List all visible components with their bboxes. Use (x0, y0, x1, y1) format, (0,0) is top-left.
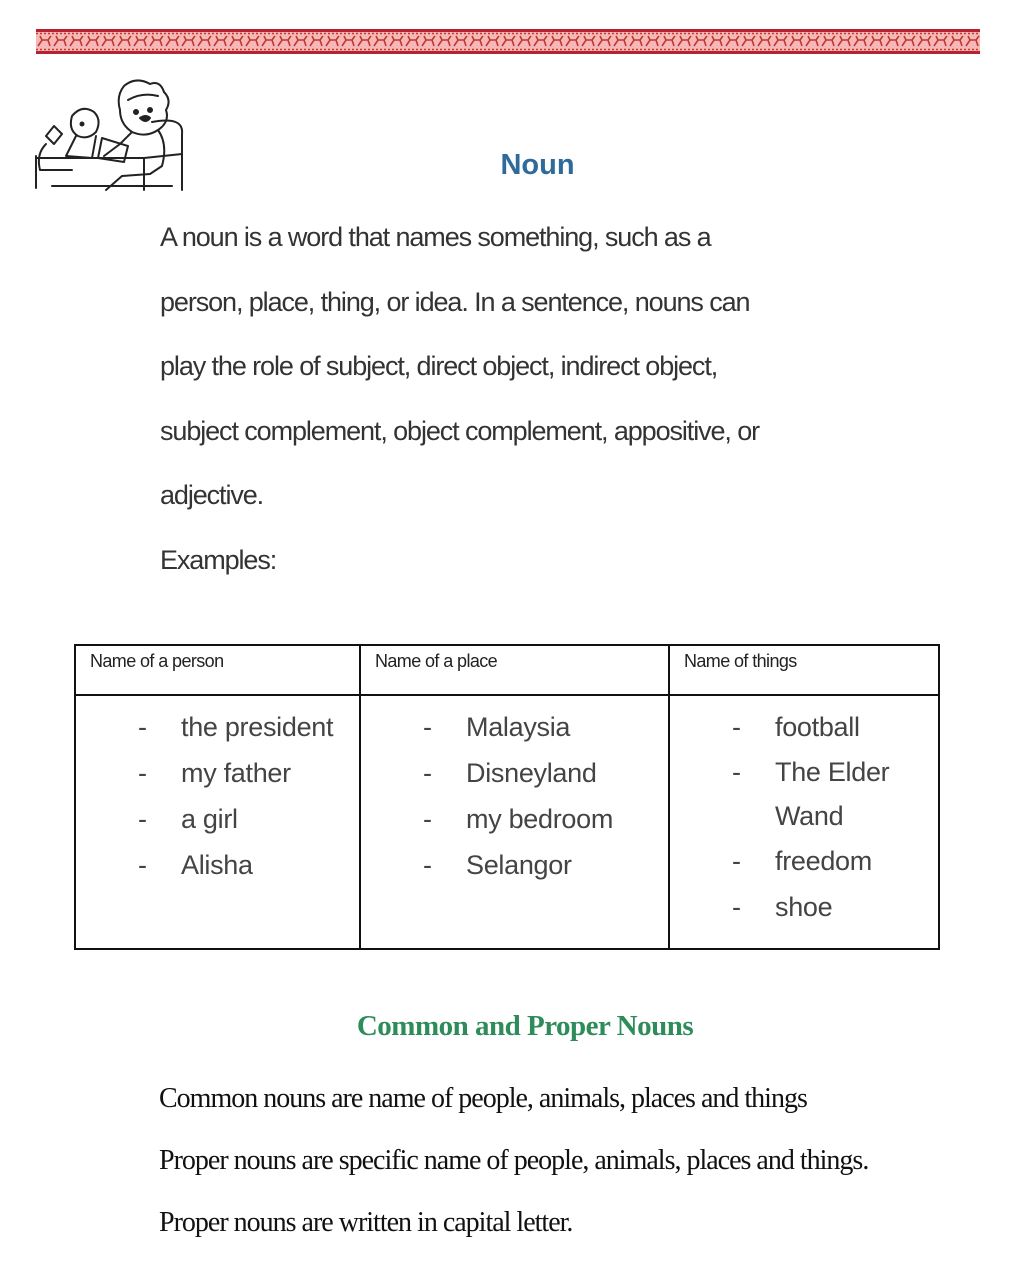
list-item: - Disneyland (361, 750, 668, 796)
reindeer-motif-icon (934, 36, 947, 46)
definition-common: Common nouns are name of people, animals, places and things (159, 1083, 807, 1114)
table-row (75, 695, 939, 949)
reindeer-motif-icon (886, 36, 899, 46)
dash-bullet: - (138, 804, 147, 834)
reindeer-motif-icon (726, 36, 739, 46)
common-proper-definitions (159, 1068, 1019, 1254)
list-item: - my bedroom (361, 796, 668, 842)
reindeer-motif-icon (502, 36, 515, 46)
reindeer-motif-icon (918, 36, 931, 46)
list-item: - football (670, 704, 938, 750)
noun-definition (160, 205, 880, 528)
reindeer-motif-icon (326, 36, 339, 46)
reindeer-motif-icon (358, 36, 371, 46)
section-subtitle: Common and Proper Nouns (356, 1010, 694, 1042)
reindeer-motif-icon (950, 36, 963, 46)
reindeer-motif-icon (454, 36, 467, 46)
reindeer-motif-icon (758, 36, 771, 46)
definition-line: person, place, thing, or idea. In a sentence, nouns can (160, 286, 750, 317)
definition-capital: Proper nouns are written in capital letter. (159, 1207, 573, 1238)
reindeer-motif-icon (182, 36, 195, 46)
definition-proper: Proper nouns are specific name of people, animals, places and things. (159, 1145, 869, 1176)
page-title: Noun (500, 149, 575, 181)
reindeer-motif-icon (678, 36, 691, 46)
reindeer-motif-icon (598, 36, 611, 46)
reindeer-motif-icon (854, 36, 867, 46)
reindeer-motif-icon (438, 36, 451, 46)
reindeer-motif-icon (198, 36, 211, 46)
list-item: - Selangor (361, 842, 668, 888)
reindeer-motif-icon (646, 36, 659, 46)
reindeer-motif-icon (902, 36, 915, 46)
reindeer-motif-icon (710, 36, 723, 46)
reindeer-motif-icon (550, 36, 563, 46)
definition-line: adjective. (160, 480, 264, 510)
reindeer-motif-icon (470, 36, 483, 46)
reindeer-motif-icon (774, 36, 787, 46)
reindeer-motif-icon (166, 36, 179, 46)
reindeer-motif-icon (662, 36, 675, 46)
reindeer-motif-icon (870, 36, 883, 46)
reindeer-motif-icon (390, 36, 403, 46)
reindeer-motif-icon (86, 36, 99, 46)
list-item: - a girl (76, 796, 359, 842)
header-place: Name of a place (360, 645, 669, 695)
reindeer-motif-icon (310, 36, 323, 46)
reindeer-motif-icon (342, 36, 355, 46)
reindeer-motif-icon (278, 36, 291, 46)
reindeer-motif-icon (838, 36, 851, 46)
reindeer-motif-icon (118, 36, 131, 46)
examples-table (74, 644, 940, 950)
dash-bullet: - (423, 712, 432, 742)
header-person: Name of a person (75, 645, 360, 695)
reindeer-motif-icon (534, 36, 547, 46)
dash-bullet: - (423, 804, 432, 834)
dash-bullet: - (732, 846, 741, 876)
reindeer-motif-icon (246, 36, 259, 46)
reindeer-motif-icon (134, 36, 147, 46)
dash-bullet: - (138, 850, 147, 880)
dash-bullet: - (138, 758, 147, 788)
things-cell (669, 695, 939, 949)
examples-label: Examples: (160, 545, 277, 575)
reindeer-motif-icon (806, 36, 819, 46)
reindeer-motif-icon (422, 36, 435, 46)
dash-bullet: - (138, 712, 147, 742)
reindeer-motif-icon (518, 36, 531, 46)
dash-bullet: - (423, 850, 432, 880)
dash-bullet: - (423, 758, 432, 788)
list-item: - freedom (670, 838, 938, 884)
reindeer-motif-icon (742, 36, 755, 46)
reindeer-motif-icon (262, 36, 275, 46)
table-header-row (75, 645, 939, 695)
reindeer-motif-icon (38, 36, 51, 46)
reindeer-motif-icon (486, 36, 499, 46)
list-item: - Alisha (76, 842, 359, 888)
definition-line: play the role of subject, direct object, indirect object, (160, 351, 718, 381)
reindeer-motif-icon (102, 36, 115, 46)
place-cell (360, 695, 669, 949)
list-item: - The Elder Wand (670, 750, 915, 838)
list-item: - the president (76, 704, 359, 750)
reindeer-motif-icon (374, 36, 387, 46)
dash-bullet: - (732, 712, 741, 742)
reindeer-motif-icon (214, 36, 227, 46)
reindeer-motif-icon (70, 36, 83, 46)
reindeer-motif-icon (406, 36, 419, 46)
reindeer-motif-icon (966, 36, 979, 46)
dash-bullet: - (732, 757, 741, 787)
dash-bullet: - (732, 892, 741, 922)
reindeer-motif-icon (822, 36, 835, 46)
reindeer-motif-icon (790, 36, 803, 46)
header-things: Name of things (669, 645, 939, 695)
reindeer-motif-icon (630, 36, 643, 46)
reindeer-motif-icon (230, 36, 243, 46)
person-cell (75, 695, 360, 949)
list-item: - shoe (670, 884, 938, 930)
reindeer-motif-icon (614, 36, 627, 46)
list-item: - Malaysia (361, 704, 668, 750)
reindeer-motif-icon (582, 36, 595, 46)
reindeer-motif-icon (694, 36, 707, 46)
reindeer-motif-icon (54, 36, 67, 46)
reindeer-motif-icon (294, 36, 307, 46)
reindeer-motif-icon (150, 36, 163, 46)
list-item: - my father (76, 750, 359, 796)
definition-line: A noun is a word that names something, such as a (160, 222, 711, 252)
decorative-border (36, 29, 980, 54)
definition-line: subject complement, object complement, appositive, or (160, 415, 760, 446)
reindeer-border-icon (36, 32, 980, 51)
reindeer-motif-icon (566, 36, 579, 46)
